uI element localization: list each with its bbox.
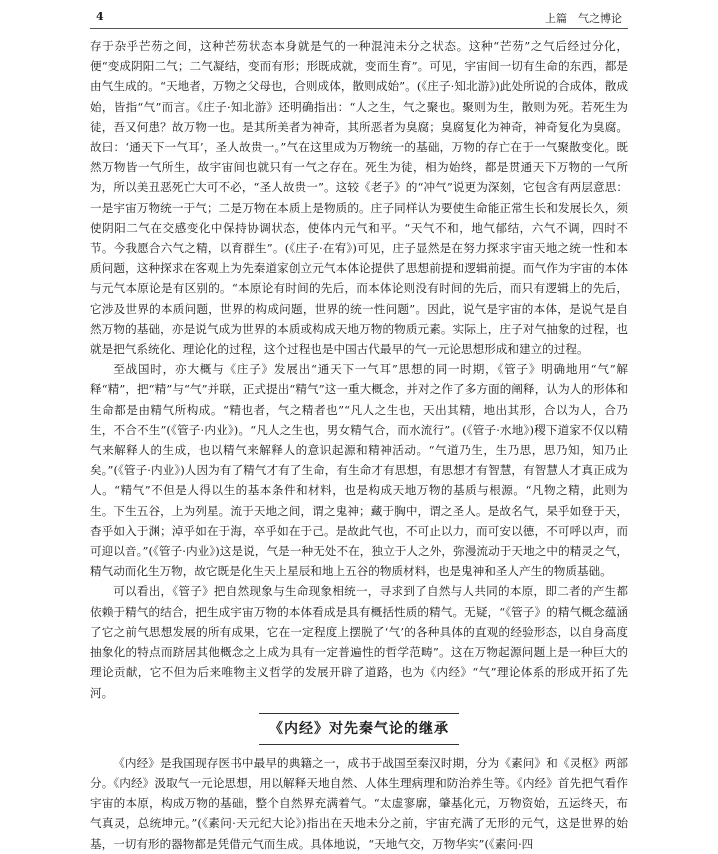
running-head: 上篇 气之博论 [545, 12, 622, 25]
body-text [90, 36, 628, 854]
section-title: 《内经》对先秦气论的继承 [259, 713, 459, 745]
paragraph-4: 《内经》是我国现存医书中最早的典籍之一，成书于战国至秦汉时期，分为《素问》和《灵枢》两部分。《内经》汲取气一元论思想，用以解释天地自然、人体生理病理和防治养生等。《内经》首先把气看作宇宙的本原，构成万物的基础，整个自然界充满着气。“太虚寥廓，肇基化元，万物资始，五运终天，布气真灵，总统坤元。”(《素问·天元纪大论》)指出在天地未分之前，宇宙充满了无形的元气，这是世界的始基，一切有形的器物都是凭借元气而生成。具体地说，“天地气交，万物华实”(《素问·四 [90, 755, 628, 851]
paragraph-1: 存于杂乎芒芴之间，这种芒芴状态本身就是气的一种混沌未分之状态。这种“芒芴”之气后经过分化，便“变成阴阳二气；二气凝结，变而有形；形既成就，变而生育”。可见，宇宙间一切有生命的东西，都是由气生成的。“天地者，万物之父母也，合则成体，散则成始”。(《庄子·知北游》)此处所说的合成体，散成始，皆指“气”而言。《庄子·知北游》还明确指出：“人之生，气之聚也。聚则为生，散则为死。若死生为徒，吾又何患？故万物一也。是其所美者为神奇，其所恶者为臭腐；臭腐复化为神奇，神奇复化为臭腐。故曰：‘通天下一气耳’，圣人故贵一。”气在这里成为万物统一的基础，万物的存亡在于一气聚散变化。既然万物皆一气所生，故宇宙间也就只有一气之存在。死生为徒，相为始终，都是贯通天下万物的一气所为，所以美丑恶死亡大可不必，“圣人故贵一”。这较《老子》的“冲气”说更为深刻，它包含有两层意思：一是宇宙万物统一于气；二是万物在本质上是物质的。庄子同样认为要使生命能正常生长和发展长久，须使阴阳二气在交感变化中保持协调状态，使体内元气和平。“天气不和，地气郁结，六气不调，四时不节。今我愿合六气之精，以育群生”。(《庄子·在宥》)可见，庄子显然是在努力探求宇宙天地之统一性和本质问题，这种探求在客观上为先秦道家创立元气本体论提供了思想前提和逻辑前提。而气作为宇宙的本体与元气本原论是有区别的。“本原论有时间的先后，而本体论则没有时间的先后，而只有逻辑上的先后，它涉及世界的本质问题，世界的构成问题，世界的统一性问题”。因此，说气是宇宙的本体，是说气是自然万物的基础，亦是说气成为世界的本质或构成天地万物的物质元素。实际上，庄子对气抽象的过程，也就是把气系统化、理论化的过程，这个过程也是中国古代最早的气一元论思想形成和建立的过程。 [90, 39, 628, 357]
page-number: 4 [96, 10, 104, 23]
page-header [0, 0, 718, 36]
paragraph-3: 可以看出，《管子》把自然现象与生命现象相统一，寻求到了自然与人共同的本原，即二者的产生都依赖于精气的结合，把生成宇宙万物的本体看成是具有概括性质的精气。无疑，“《管子》的精气概念蕴涵了它之前气思想发展的所有成果，它在一定程度上摆脱了‘气’的各种具体的直观的经验形态，以自身高度抽象化的特点而跻居其他概念之上成为具有一定普遍性的哲学范畴”。这在万物起源问题上是一种巨大的理论贡献，它不但为后来唯物主义哲学的发展开辟了道路，也为《内经》“气”理论体系的形成开拓了先河。 [90, 584, 628, 700]
header-rule [90, 28, 628, 29]
paragraph-2: 至战国时，亦大概与《庄子》发展出“通天下一气耳”思想的同一时期，《管子》明确地用“气”解释“精”，把“精”与“气”并联，正式提出“精气”这一重大概念，并对之作了多方面的阐释，认为人的形体和生命都是由精气所构成。“精也者，气之精者也”“凡人之生也，天出其精，地出其形，合以为人，合乃生，不合不生”(《管子·内业》)。“凡人之生也，男女精气合，而水流行”。(《管子·水地》)稷下道家不仅以精气来解释人的生成，也以精气来解释人的意识起源和精神活动。“气道乃生，生乃思，思乃知，知乃止矣。”(《管子·内业》)人因为有了精气才有了生命，有生命才有思想，有思想才有智慧，有智慧人才真正成为人。“精气”不但是人得以生的基本条件和材料，也是构成天地万物的基质与根源。“凡物之精，此则为生。下生五谷，上为列星。流于天地之间，谓之鬼神；藏于胸中，谓之圣人。是故名气，杲乎如登于天，杳乎如入于渊；淖乎如在于海，卒乎如在于己。是故此气也，不可止以力，而可安以德，不可呼以声，而可迎以音。”(《管子·内业》)这是说，气是一种无处不在，独立于人之外，弥漫流动于天地之中的精灵之气，精气动而化生万物，故它既是化生天上星辰和地上五谷的物质材料，也是鬼神和圣人产生的物质基础。 [90, 362, 628, 579]
